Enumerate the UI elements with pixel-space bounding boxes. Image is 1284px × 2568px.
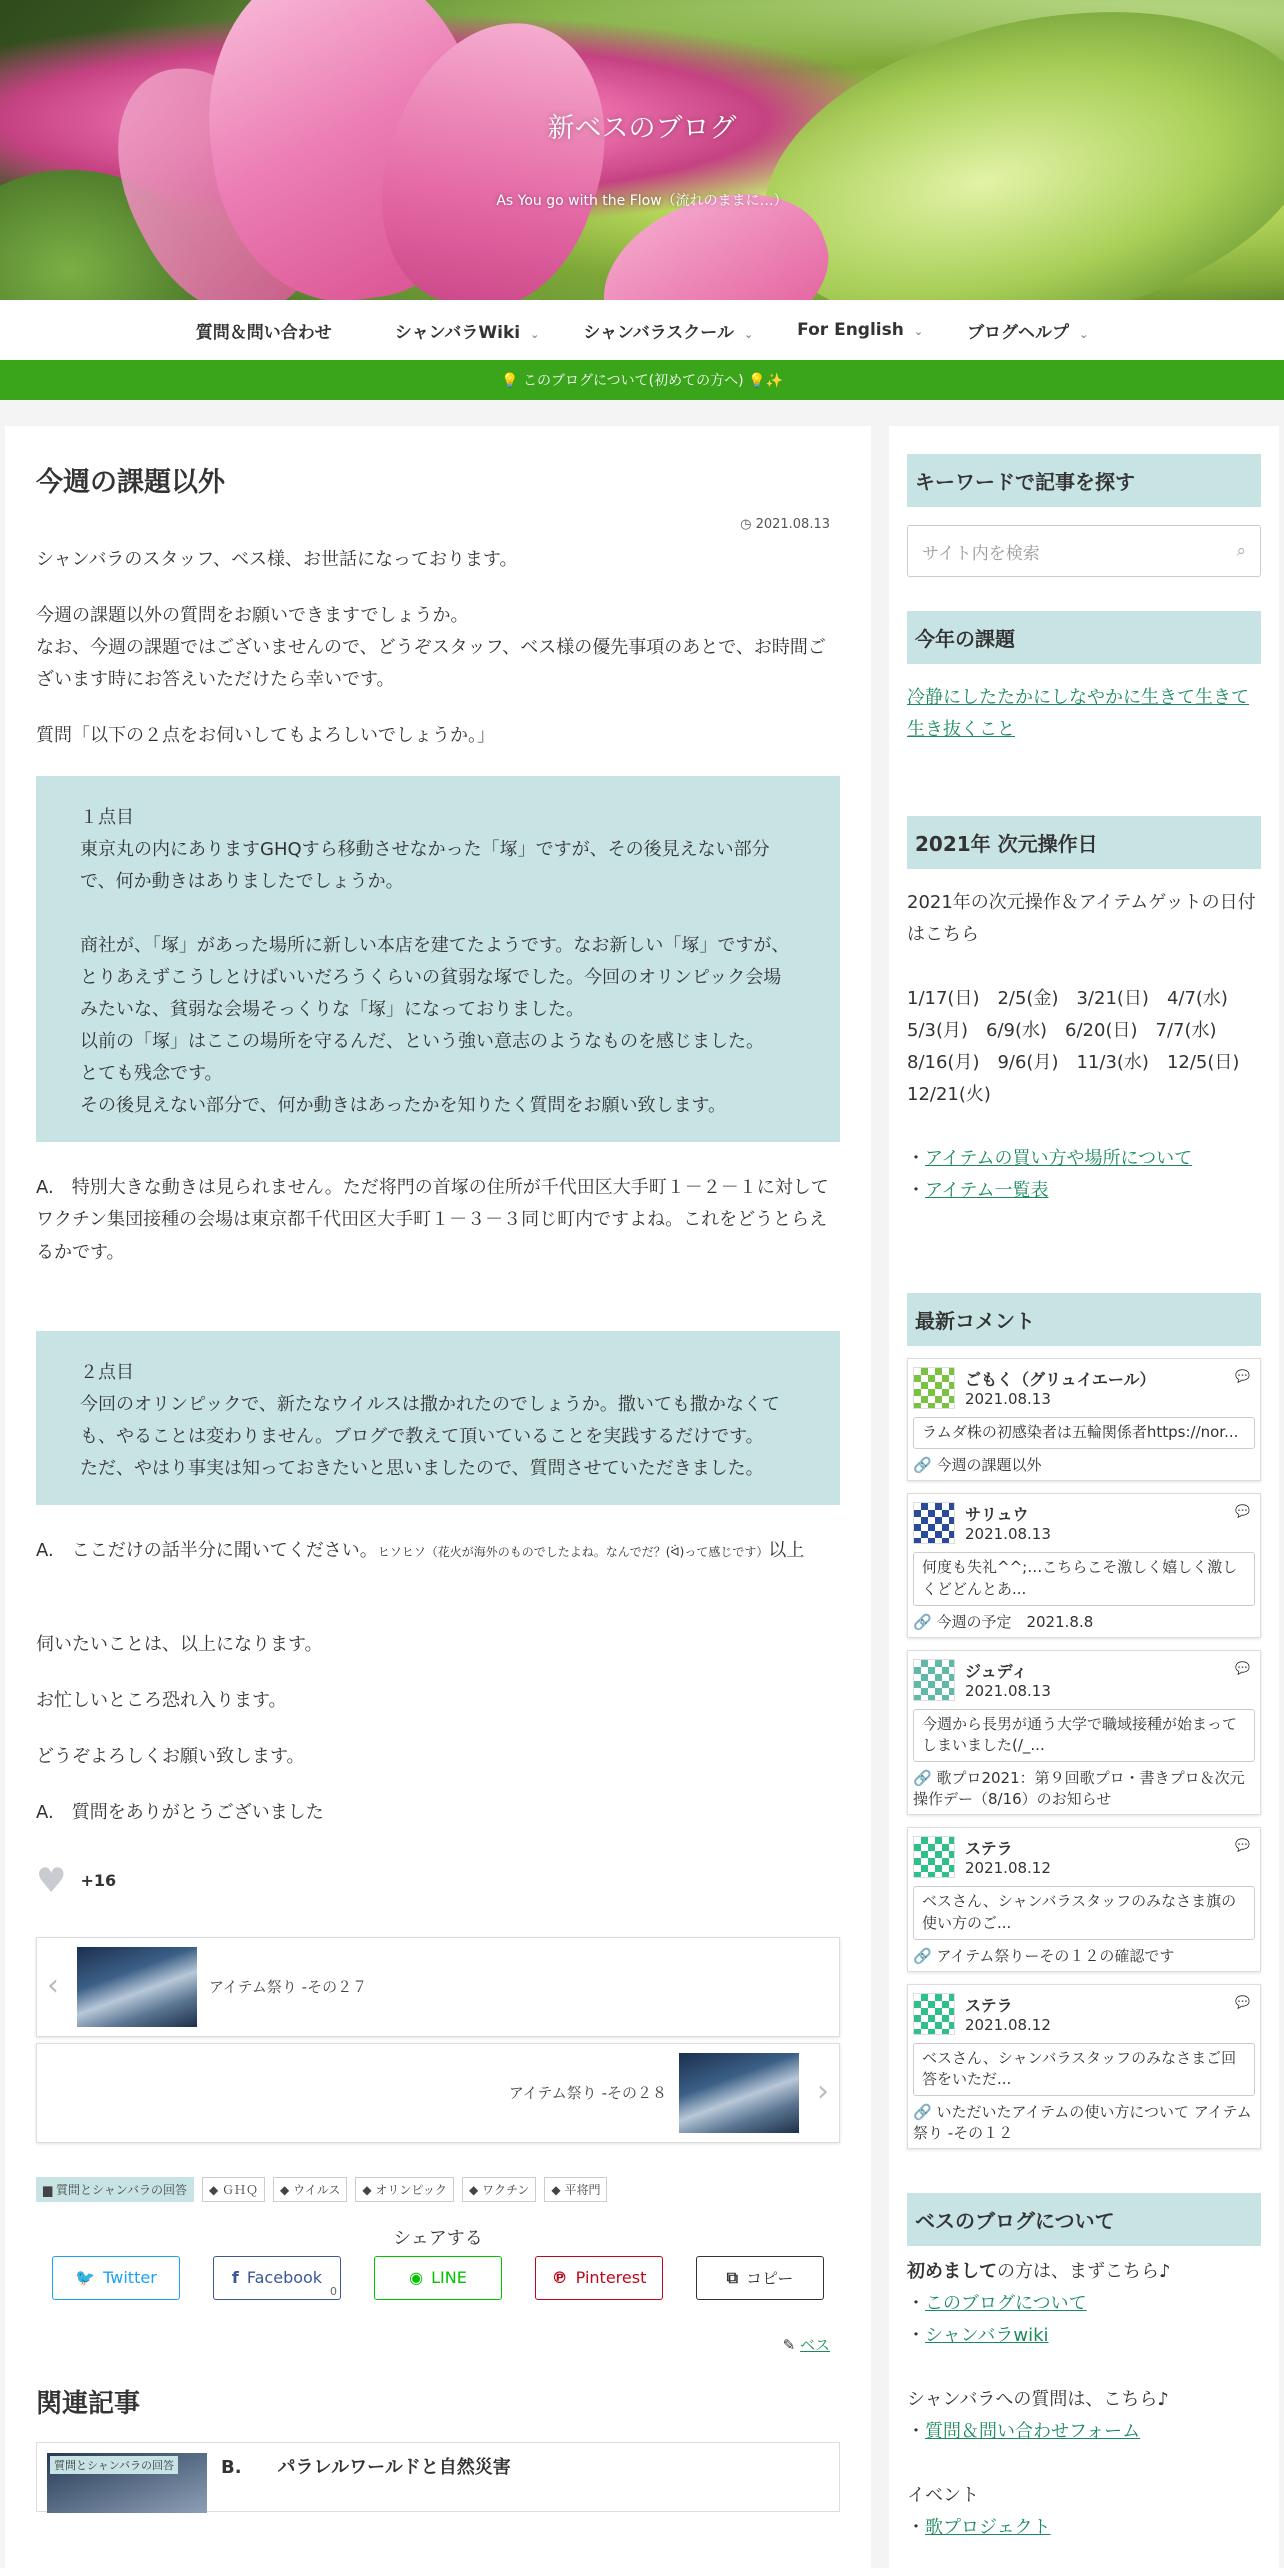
avatar (913, 1659, 955, 1701)
search-icon[interactable]: ⌕ (1236, 541, 1246, 561)
widget-heading: 2021年 次元操作日 (907, 816, 1261, 869)
post-date (36, 517, 830, 532)
header-banner (0, 0, 1284, 300)
shambala-wiki-link[interactable]: シャンバラwiki (925, 2325, 1049, 2347)
comment-post-link[interactable] (913, 1455, 1255, 1476)
comment-icon: 💬 (1235, 1504, 1250, 1519)
notice-bar[interactable]: 💡 このブログについて(初めての方へ) 💡✨ (0, 360, 1284, 400)
tag-icon: ◆ (551, 2182, 565, 2197)
category-tags (36, 2177, 840, 2202)
copy-icon: ⧉ (726, 2267, 739, 2287)
comment-author: ジュディ (965, 1661, 1028, 1681)
post-author (36, 2334, 830, 2355)
comment-date: 2021.08.13 (965, 1681, 1051, 1700)
post-title: 今週の課題以外 (36, 467, 225, 498)
question-box-1 (36, 776, 840, 1142)
comment-post-link[interactable] (913, 1612, 1255, 1633)
nav-label: 質問＆問い合わせ (195, 322, 332, 343)
share-line-button[interactable] (374, 2256, 502, 2300)
avatar (913, 1836, 955, 1878)
answer-text: A. 特別大きな動きは見られません。ただ将門の首塚の住所が千代田区大手町１－２－１に対してワクチン集団接種の会場は東京都千代田区大手町１－３－３同じ町内ですよね。これをどうとらえるかです。 (36, 1177, 829, 1263)
related-heading: 関連記事 (36, 2388, 141, 2419)
paragraph: どうぞよろしくお願い致します。 (36, 1745, 305, 1767)
prev-post-thumbnail (77, 1947, 197, 2027)
tag-icon: ◆ (468, 2182, 482, 2197)
share-label: Twitter (103, 2268, 157, 2288)
question-box-2 (36, 1331, 840, 1505)
site-title[interactable]: 新ベスのブログ (547, 113, 737, 144)
contact-form-link[interactable]: 質問＆問い合わせフォーム (925, 2421, 1141, 2443)
comment-author: ステラ (965, 1839, 1013, 1859)
answer-text (36, 1535, 840, 1567)
tag[interactable] (202, 2177, 265, 2202)
prev-post-title: アイテム祭り -その２７ (209, 1978, 368, 1997)
chevron-down-icon: ⌄ (743, 327, 754, 341)
comment-icon: 💬 (1235, 1838, 1250, 1853)
like-count: +16 (80, 1871, 117, 1891)
comment-excerpt: ベスさん、シャンバラスタッフのみなさま旗の使い方のご... (913, 1886, 1255, 1940)
comment-card[interactable] (907, 1493, 1261, 1638)
paragraph: A. 質問をありがとうございました (36, 1801, 324, 1823)
pencil-icon: ✎ (782, 2335, 800, 2354)
search-input[interactable] (907, 525, 1261, 577)
tag-icon: ◆ (208, 2182, 223, 2197)
answer-end: 以上 (768, 1539, 805, 1561)
nav-item-wiki[interactable] (373, 318, 561, 343)
comment-post-title: アイテム祭りーその１２の確認です (936, 1946, 1175, 1965)
chevron-down-icon: ⌄ (1079, 327, 1089, 341)
comment-author: ごもく（グリュイエール） (965, 1370, 1156, 1390)
related-title: B. パラレルワールドと自然災害 (221, 2456, 511, 2478)
related-post-card[interactable] (36, 2442, 840, 2512)
task-widget (889, 577, 1279, 746)
items-howto-link[interactable]: アイテムの買い方や場所について (925, 1148, 1193, 1170)
ops-links: ・アイテムの買い方や場所について ・アイテム一覧表 (907, 1148, 1193, 1202)
chevron-left-icon: ‹ (47, 1967, 59, 2003)
tag-label: ワクチン (481, 2182, 530, 2197)
site-tagline: As You go with the Flow（流れのままに…） (496, 193, 788, 209)
whisper-text: ヒソヒソ（花火が海外のものでしたよね。なんでだ？(ᐛ)って感じです） (377, 1544, 769, 1559)
task-link[interactable]: 冷静にしたたかにしなやかに生きて生きて生き抜くこと (907, 687, 1249, 741)
comment-date: 2021.08.12 (965, 2015, 1051, 2034)
post-date-value: 2021.08.13 (755, 517, 830, 532)
chevron-down-icon: ⌄ (913, 325, 924, 338)
about-widget: ベスのブログについて 初めましての方は、まずこちら♪ ・このブログについて ・シャンバラwiki シャンバラへの質問は、こちら♪ ・質問＆問い合わせフォーム イベント ・歌プロジェクト (889, 2161, 1279, 2544)
about-first-bold: 初めまして (907, 2261, 997, 2283)
comment-excerpt: ラムダ株の初感染者は五輪関係者https://nor... (913, 1417, 1255, 1449)
avatar (913, 1502, 955, 1544)
tag[interactable] (273, 2177, 347, 2202)
tag-icon: ◆ (362, 2182, 376, 2197)
comment-card[interactable] (907, 1827, 1261, 1972)
comment-card[interactable] (907, 1650, 1261, 1816)
sidebar (889, 426, 1279, 2568)
comment-post-title: 歌プロ2021：第９回歌プロ・書きプロ＆次元操作デー（8/16）のお知らせ (913, 1769, 1245, 1809)
post-body (36, 544, 840, 1829)
comment-post-link[interactable] (913, 2102, 1255, 2144)
category-label: 質問とシャンバラの回答 (56, 2182, 187, 2197)
link-icon: 🔗 (913, 1769, 937, 1788)
search-placeholder: サイト内を検索 (922, 543, 1040, 564)
copy-button[interactable] (696, 2256, 824, 2300)
comments-widget (889, 1207, 1279, 2149)
ops-dates: 1/17(日) 2/5(金) 3/21(日) 4/7(水) 5/3(月) 6/9(水) 6/20(日) 7/7(水) 8/16(月) 9/6(月) 11/3(水) 12/5(日) 12/21(火) (907, 988, 1258, 1106)
pinterest-icon: ℗ (551, 2268, 568, 2288)
prev-post-link[interactable] (36, 1937, 840, 2037)
link-icon: 🔗 (913, 1946, 937, 1965)
share-pinterest-button[interactable] (535, 2256, 663, 2300)
folder-icon: ▆ (43, 2182, 57, 2197)
category-badge[interactable] (36, 2177, 194, 2202)
global-nav (0, 300, 1284, 360)
next-post-link[interactable] (36, 2043, 840, 2143)
next-post-thumbnail (679, 2053, 799, 2133)
tag-label: 平将門 (564, 2182, 601, 2197)
comments-list (907, 1358, 1261, 2149)
nav-label: シャンバラWiki (394, 322, 521, 343)
tag-icon: ◆ (280, 2182, 294, 2197)
share-facebook-button[interactable] (213, 2256, 341, 2300)
share-label: Facebook (246, 2268, 323, 2288)
widget-heading: 最新コメント (907, 1293, 1261, 1346)
clock-icon: ◷ (740, 517, 756, 532)
share-label: Pinterest (575, 2268, 647, 2288)
about-first-rest: の方は、まずこちら♪ (997, 2261, 1171, 2283)
comment-author: サリュウ (965, 1505, 1029, 1525)
nav-item-school[interactable] (561, 318, 775, 343)
song-project-link[interactable]: 歌プロジェクト (925, 2517, 1051, 2539)
nav-label: ブログヘルプ (967, 322, 1070, 343)
about-first (907, 2256, 1261, 2288)
comment-post-link[interactable] (913, 1768, 1255, 1810)
nav-label: シャンバラスクール (583, 322, 734, 343)
ops-widget (889, 746, 1279, 1207)
heart-icon: ♥ (36, 1860, 67, 1901)
comment-author: ステラ (965, 1995, 1013, 2015)
comment-excerpt: 今週から長男が通う大学で職域接種が始まってしまいました(/_... (913, 1709, 1255, 1763)
comment-post-link[interactable] (913, 1946, 1255, 1967)
share-count: 0 (330, 2284, 337, 2298)
comment-icon: 💬 (1235, 1660, 1250, 1675)
nav-item-contact[interactable] (174, 318, 373, 343)
related-category: 質問とシャンバラの回答 (50, 2456, 178, 2474)
answer-main: A. ここだけの話半分に聞いてください。 (36, 1539, 378, 1561)
comment-excerpt: 何度も失礼^^;…こちらこそ激しく嬉しく激しくどどんとあ... (913, 1552, 1255, 1606)
nav-item-english[interactable] (775, 320, 945, 340)
comment-date: 2021.08.12 (965, 1859, 1051, 1878)
share-twitter-button[interactable] (52, 2256, 180, 2300)
paragraph: 今週の課題以外の質問をお願いできますでしょうか。 なお、今週の課題ではございませんので、どうぞスタッフ、ベス様の優先事項のあとで、お時間ございます時にお答えいただけたら幸いです。 (36, 605, 826, 691)
main-content (5, 426, 871, 2568)
nav-item-help[interactable] (945, 318, 1110, 343)
share-buttons (36, 2256, 840, 2300)
comment-post-title: 今週の課題以外 (936, 1456, 1042, 1475)
article (5, 426, 871, 2512)
link-icon: 🔗 (913, 1612, 937, 1631)
comment-post-title: 今週の予定 2021.8.8 (936, 1612, 1094, 1631)
like-button[interactable] (36, 1861, 840, 1901)
paragraph: シャンバラのスタッフ、ベス様、お世話になっております。 (36, 549, 518, 570)
avatar (913, 1993, 955, 2035)
next-post-title: アイテム祭り -その２８ (508, 2084, 667, 2103)
tag-label: ウイルス (293, 2182, 341, 2197)
widget-heading: 今年の課題 (907, 611, 1261, 664)
question-text: 商社が、「塚」があった場所に新しい本店を建てたようです。なお新しい「塚」ですが、とりあえずこうしとけばいいだろうくらいの貧弱な塚でした。今回のオリンピック会場みたいな、貧弱な会場そっくりな「塚」になっておりました。 以前の「塚」はここの場所を守るんだ、という強い意志のようなものを感じました。 とても残念です。 その後見えない部分で、何か動きはあったかを知りたく質問をお願い致します。 (80, 935, 790, 1117)
link-icon: 🔗 (913, 1456, 937, 1475)
share-label: コピー (746, 2269, 794, 2289)
tag-label: オリンピック (375, 2182, 447, 2197)
comment-date: 2021.08.13 (965, 1390, 1051, 1409)
about-event: イベント (907, 2485, 979, 2507)
link-icon: 🔗 (913, 2103, 937, 2122)
items-list-link[interactable]: アイテム一覧表 (925, 1180, 1049, 1202)
widget-heading: キーワードで記事を探す (907, 454, 1261, 507)
comment-card[interactable] (907, 1358, 1261, 1481)
tag[interactable] (355, 2177, 454, 2202)
chevron-down-icon: ⌄ (530, 327, 540, 341)
comment-date: 2021.08.13 (965, 1525, 1051, 1544)
paragraph: 伺いたいことは、以上になります。 (36, 1633, 323, 1655)
author-link[interactable]: ベス (799, 2335, 830, 2354)
tag[interactable] (544, 2177, 607, 2202)
avatar (913, 1367, 955, 1409)
facebook-icon: f (231, 2268, 239, 2288)
twitter-icon: 🐦 (75, 2268, 96, 2288)
ops-text: 2021年の次元操作＆アイテムゲットの日付はこちら (907, 892, 1256, 946)
share-label: LINE (431, 2268, 467, 2288)
comment-card[interactable] (907, 1984, 1261, 2150)
tag-label: ＧＨＱ (222, 2182, 259, 2197)
comment-post-title: いただいたアイテムの使い方について アイテム祭り -その１２ (913, 2103, 1252, 2143)
tag[interactable] (462, 2177, 536, 2202)
comment-icon: 💬 (1235, 1369, 1250, 1384)
search-widget (889, 426, 1279, 577)
widget-heading: ベスのブログについて (907, 2193, 1261, 2246)
paragraph: 質問「以下の２点をお伺いしてもよろしいでしょうか。」 (36, 725, 495, 747)
paragraph: お忙しいところ恐れ入ります。 (36, 1689, 287, 1711)
nav-label: For English (797, 320, 904, 340)
comment-excerpt: ベスさん、シャンバラスタッフのみなさまご回答をいただ... (913, 2043, 1255, 2097)
comment-icon: 💬 (1235, 1994, 1250, 2009)
related-thumbnail (47, 2453, 207, 2513)
line-icon: ◉ (409, 2268, 424, 2288)
chevron-right-icon: › (817, 2073, 829, 2109)
about-question: シャンバラへの質問は、こちら♪ (907, 2389, 1169, 2411)
about-blog-link[interactable]: このブログについて (925, 2293, 1087, 2315)
share-heading: シェアする (393, 2227, 483, 2249)
question-text: ２点目 今回のオリンピックで、新たなウイルスは撒かれたのでしょうか。撒いても撒かなくても、やることは変わりません。ブログで教えて頂いていることを実践するだけです。 ただ、やはり事実は知っておきたいと思いましたので、質問させていただきました。 (80, 1361, 780, 1479)
question-text: １点目 東京丸の内にありますGHQすら移動させなかった「塚」ですが、その後見えない部分で、何か動きはありましたでしょうか。 (80, 807, 770, 893)
